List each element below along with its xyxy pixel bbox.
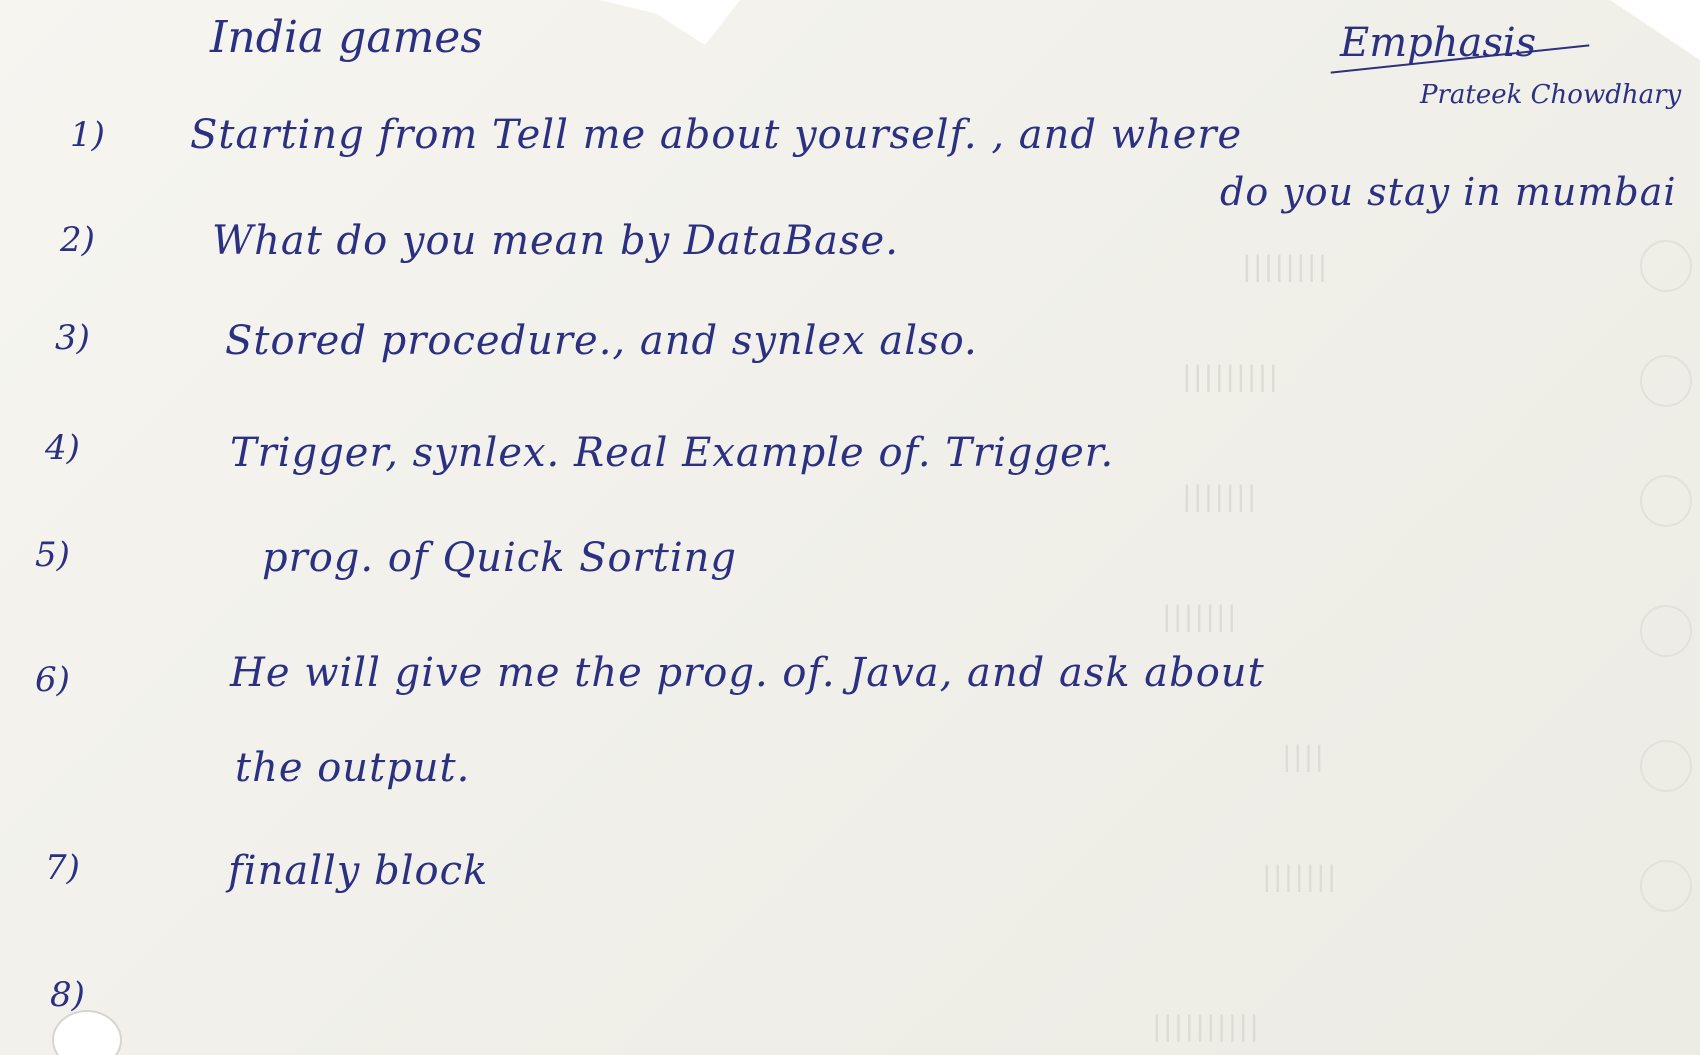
question-text: He will give me the prog. of. Java, and ask about: [230, 650, 1265, 696]
bleed-through-mark: |||||||: [1160, 600, 1236, 633]
question-text: What do you mean by DataBase.: [212, 218, 899, 264]
bleed-through-mark: ||||||||: [1240, 250, 1327, 283]
question-text: Stored procedure., and synlex also.: [225, 318, 978, 364]
item-number: 1): [70, 115, 105, 155]
bleed-through-mark: ||||||||||: [1150, 1010, 1258, 1043]
item-number: 2): [60, 220, 95, 260]
bleed-through-circle: [1640, 605, 1692, 657]
torn-corner: [1610, 0, 1700, 60]
question-text: prog. of Quick Sorting: [262, 535, 737, 581]
bleed-through-circle: [1640, 740, 1692, 792]
torn-edge: [600, 0, 740, 45]
bleed-through-circle: [1640, 475, 1692, 527]
item-number: 6): [35, 660, 70, 700]
signature: [1340, 20, 1682, 110]
bleed-through-circle: [1640, 240, 1692, 292]
question-continuation: do you stay in mumbai: [1220, 170, 1677, 214]
question-continuation: the output.: [235, 745, 471, 791]
item-number: 4): [45, 428, 80, 468]
bleed-through-mark: |||||||: [1180, 480, 1256, 513]
item-number: 5): [35, 535, 70, 575]
question-text: finally block: [228, 848, 489, 894]
bleed-through-mark: ||||: [1280, 740, 1324, 773]
bleed-through-circle: [1640, 355, 1692, 407]
bleed-through-mark: |||||||: [1260, 860, 1336, 893]
bleed-through-circle: [1640, 860, 1692, 912]
item-number: 7): [45, 848, 80, 888]
question-text: Trigger, synlex. Real Example of. Trigger.: [230, 430, 1115, 476]
punch-hole: [52, 1010, 122, 1055]
signature-mark: Emphasis: [1340, 20, 1537, 66]
item-number: 3): [55, 318, 90, 358]
bleed-through-mark: |||||||||: [1180, 360, 1278, 393]
item-number: 8): [50, 975, 85, 1015]
signature-name: Prateek Chowdhary: [1420, 80, 1682, 110]
page-title: India games: [210, 12, 483, 63]
question-text: Starting from Tell me about yourself. , and where: [190, 112, 1243, 158]
